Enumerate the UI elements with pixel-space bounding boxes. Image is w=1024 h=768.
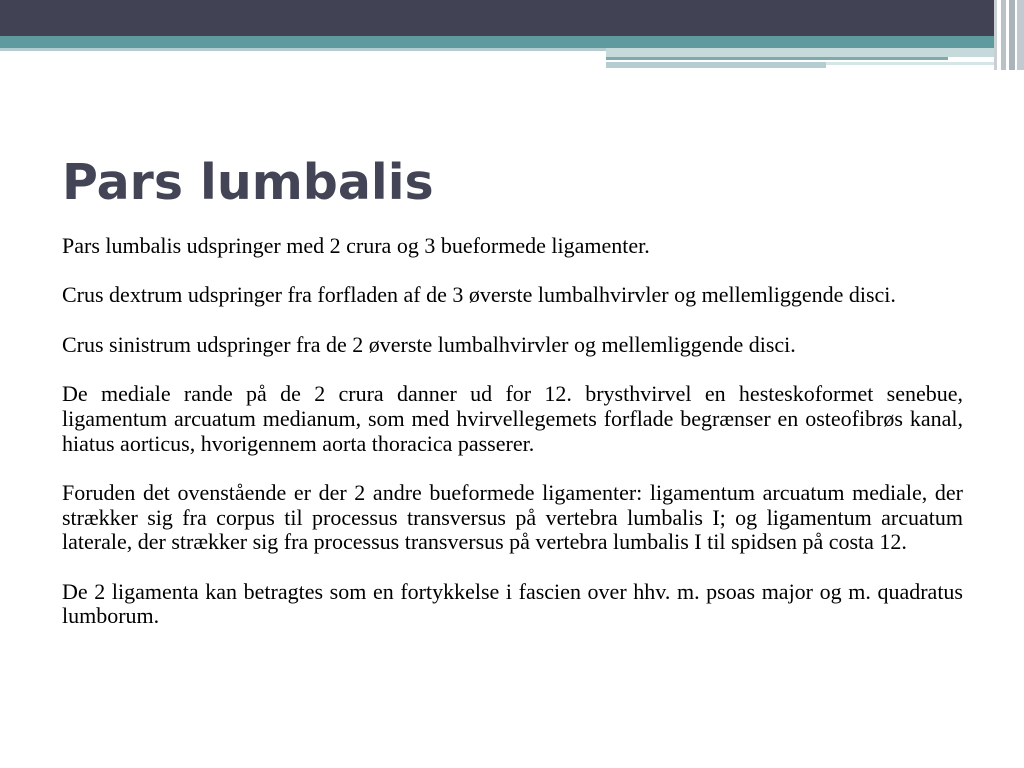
banner-accent-line bbox=[606, 57, 948, 60]
body-paragraph: Foruden det ovenstående er der 2 andre bueformede ligamenter: ligamentum arcuatum mediale, der strækker sig fra corpus til processus transversus på vertebra lumbalis I; og ligamentum arcuatum laterale, der strækker sig fra processus transversus på vertebra lumbalis I til spidsen på costa 12. bbox=[62, 479, 963, 555]
body-paragraph: Crus dextrum udspringer fra forfladen af de 3 øverste lumbalhvirvler og mellemliggende disci. bbox=[62, 282, 896, 308]
banner-dark-band bbox=[0, 0, 1024, 36]
body-paragraph: De mediale rande på de 2 crura danner ud for 12. brysthvirvel en hesteskoformet senebue, ligamentum arcuatum medianum, som med hvirvellegemets forflade begrænser en osteofibrøs kanal, hiatus aorticus, hvorigennem aorta thoracica passerer. bbox=[62, 381, 963, 456]
slide-title: Pars lumbalis bbox=[62, 154, 434, 211]
slide-body bbox=[62, 234, 963, 629]
banner-accent-line-lower bbox=[826, 62, 996, 65]
banner-teal-band bbox=[0, 36, 1024, 48]
body-paragraph: Crus sinistrum udspringer fra de 2 øverste lumbalhvirvler og mellemliggende disci. bbox=[62, 331, 796, 357]
banner-vertical-stripes bbox=[994, 0, 1024, 70]
body-paragraph: De 2 ligamenta kan betragtes som en fortykkelse i fascien over hhv. m. psoas major og m. quadratus lumborum. bbox=[62, 578, 963, 629]
banner-accent-bar bbox=[606, 48, 996, 57]
body-paragraph: Pars lumbalis udspringer med 2 crura og 3 bueformede ligamenter. bbox=[62, 233, 650, 258]
banner-accent-bar-lower bbox=[606, 62, 826, 68]
banner-light-line bbox=[0, 48, 606, 51]
